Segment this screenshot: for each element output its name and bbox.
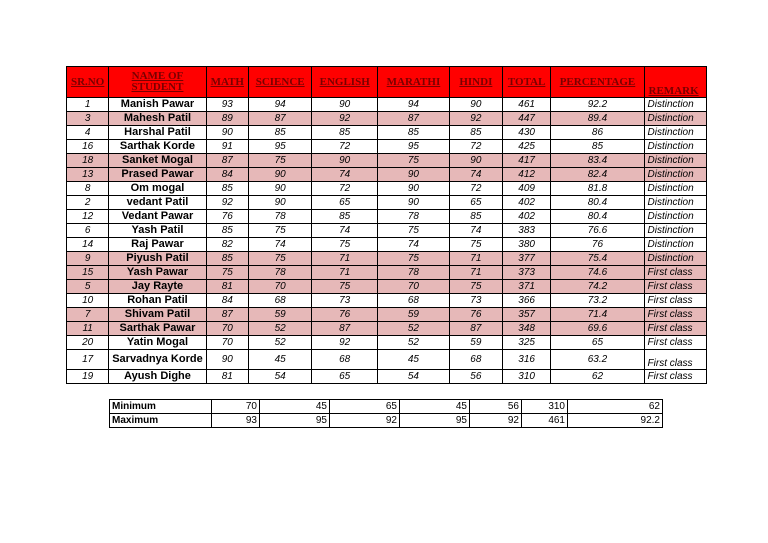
cell-total: 425 [502, 140, 551, 154]
cell-english: 90 [312, 98, 378, 112]
cell-marathi: 94 [377, 98, 449, 112]
cell-marathi: 75 [377, 154, 449, 168]
cell-math: 87 [206, 308, 248, 322]
cell-math: 87 [206, 154, 248, 168]
cell-total: 380 [502, 238, 551, 252]
cell-name: Piyush Patil [109, 252, 206, 266]
cell-percentage: 86 [551, 126, 644, 140]
cell-science: 52 [248, 322, 311, 336]
cell-remark: Distinction [644, 196, 706, 210]
cell-english: 72 [312, 140, 378, 154]
cell-marathi: 78 [377, 266, 449, 280]
cell-science: 52 [248, 336, 311, 350]
cell-english: 65 [312, 370, 378, 384]
cell-english: 74 [312, 168, 378, 182]
cell-science: 78 [248, 210, 311, 224]
cell-remark: Distinction [644, 98, 706, 112]
cell-hindi: 72 [449, 140, 502, 154]
cell-math: 85 [206, 252, 248, 266]
cell-percentage: 76.6 [551, 224, 644, 238]
table-row [67, 252, 707, 266]
cell-sr-no: 16 [67, 140, 109, 154]
cell-math: 81 [206, 370, 248, 384]
cell-science: 45 [248, 350, 311, 370]
cell-percentage: 85 [551, 140, 644, 154]
cell-english: 92 [312, 336, 378, 350]
cell-english: 71 [312, 252, 378, 266]
cell-math: 82 [206, 238, 248, 252]
stats-value: 65 [330, 400, 400, 414]
cell-sr-no: 20 [67, 336, 109, 350]
cell-english: 85 [312, 210, 378, 224]
cell-hindi: 87 [449, 322, 502, 336]
cell-hindi: 74 [449, 168, 502, 182]
cell-name: Yatin Mogal [109, 336, 206, 350]
cell-science: 75 [248, 154, 311, 168]
table-row [67, 98, 707, 112]
cell-remark: First class [644, 308, 706, 322]
cell-total: 316 [502, 350, 551, 370]
stats-value: 310 [522, 400, 568, 414]
cell-marathi: 68 [377, 294, 449, 308]
cell-math: 85 [206, 182, 248, 196]
cell-name: Shivam Patil [109, 308, 206, 322]
stats-value: 56 [470, 400, 522, 414]
cell-english: 74 [312, 224, 378, 238]
header-science: SCIENCE [248, 67, 311, 98]
cell-hindi: 73 [449, 294, 502, 308]
cell-percentage: 76 [551, 238, 644, 252]
table-row [67, 154, 707, 168]
table-row [67, 266, 707, 280]
cell-marathi: 52 [377, 336, 449, 350]
cell-math: 93 [206, 98, 248, 112]
stats-value: 95 [260, 414, 330, 428]
cell-total: 357 [502, 308, 551, 322]
cell-english: 68 [312, 350, 378, 370]
cell-name: Jay Rayte [109, 280, 206, 294]
cell-sr-no: 7 [67, 308, 109, 322]
cell-hindi: 75 [449, 238, 502, 252]
cell-name: Vedant Pawar [109, 210, 206, 224]
cell-math: 84 [206, 168, 248, 182]
cell-science: 90 [248, 182, 311, 196]
cell-science: 87 [248, 112, 311, 126]
table-row [67, 112, 707, 126]
cell-percentage: 89.4 [551, 112, 644, 126]
cell-science: 90 [248, 196, 311, 210]
cell-science: 75 [248, 224, 311, 238]
cell-remark: Distinction [644, 140, 706, 154]
stats-body [110, 400, 663, 428]
cell-name: Mahesh Patil [109, 112, 206, 126]
table-row [67, 168, 707, 182]
cell-science: 95 [248, 140, 311, 154]
cell-name: Ayush Dighe [109, 370, 206, 384]
cell-english: 87 [312, 322, 378, 336]
cell-remark: First class [644, 266, 706, 280]
cell-english: 65 [312, 196, 378, 210]
cell-total: 371 [502, 280, 551, 294]
cell-math: 92 [206, 196, 248, 210]
table-row [67, 350, 707, 370]
cell-science: 68 [248, 294, 311, 308]
cell-percentage: 65 [551, 336, 644, 350]
cell-percentage: 92.2 [551, 98, 644, 112]
cell-marathi: 78 [377, 210, 449, 224]
cell-hindi: 74 [449, 224, 502, 238]
cell-math: 81 [206, 280, 248, 294]
header-sr-no: SR.NO [67, 67, 109, 98]
stats-value: 93 [212, 414, 260, 428]
stats-value: 70 [212, 400, 260, 414]
table-row [67, 140, 707, 154]
table-row [67, 336, 707, 350]
header-marathi: MARATHI [377, 67, 449, 98]
cell-hindi: 90 [449, 154, 502, 168]
cell-name: vedant Patil [109, 196, 206, 210]
stats-value: 62 [568, 400, 663, 414]
cell-english: 75 [312, 238, 378, 252]
table-row [67, 370, 707, 384]
stats-value: 92 [330, 414, 400, 428]
cell-hindi: 72 [449, 182, 502, 196]
header-row [67, 67, 707, 98]
cell-english: 73 [312, 294, 378, 308]
cell-hindi: 92 [449, 112, 502, 126]
cell-remark: Distinction [644, 210, 706, 224]
cell-remark: First class [644, 370, 706, 384]
marks-table [66, 66, 707, 384]
header-math: MATH [206, 67, 248, 98]
cell-sr-no: 18 [67, 154, 109, 168]
cell-remark: Distinction [644, 182, 706, 196]
cell-total: 402 [502, 196, 551, 210]
stats-row [110, 414, 663, 428]
cell-remark: First class [644, 322, 706, 336]
cell-total: 325 [502, 336, 551, 350]
cell-percentage: 81.8 [551, 182, 644, 196]
cell-sr-no: 8 [67, 182, 109, 196]
cell-remark: Distinction [644, 168, 706, 182]
cell-marathi: 90 [377, 196, 449, 210]
cell-remark: Distinction [644, 252, 706, 266]
cell-name: Rohan Patil [109, 294, 206, 308]
cell-english: 76 [312, 308, 378, 322]
cell-math: 89 [206, 112, 248, 126]
cell-marathi: 45 [377, 350, 449, 370]
cell-math: 84 [206, 294, 248, 308]
cell-sr-no: 9 [67, 252, 109, 266]
stats-value: 45 [400, 400, 470, 414]
table-row [67, 322, 707, 336]
table-row [67, 280, 707, 294]
cell-math: 91 [206, 140, 248, 154]
cell-science: 74 [248, 238, 311, 252]
stats-label: Minimum [110, 400, 212, 414]
cell-remark: Distinction [644, 154, 706, 168]
cell-hindi: 75 [449, 280, 502, 294]
cell-marathi: 74 [377, 238, 449, 252]
table-row [67, 308, 707, 322]
cell-english: 90 [312, 154, 378, 168]
stats-row [110, 400, 663, 414]
stats-table [109, 399, 663, 428]
cell-total: 417 [502, 154, 551, 168]
cell-hindi: 68 [449, 350, 502, 370]
cell-remark: First class [644, 350, 706, 370]
cell-sr-no: 13 [67, 168, 109, 182]
cell-remark: First class [644, 280, 706, 294]
cell-math: 85 [206, 224, 248, 238]
cell-name: Sanket Mogal [109, 154, 206, 168]
cell-sr-no: 10 [67, 294, 109, 308]
cell-total: 402 [502, 210, 551, 224]
cell-marathi: 85 [377, 126, 449, 140]
cell-math: 90 [206, 350, 248, 370]
cell-total: 461 [502, 98, 551, 112]
cell-name: Sarvadnya Korde [109, 350, 206, 370]
cell-marathi: 87 [377, 112, 449, 126]
cell-science: 78 [248, 266, 311, 280]
cell-remark: Distinction [644, 112, 706, 126]
cell-percentage: 83.4 [551, 154, 644, 168]
cell-name: Sarthak Korde [109, 140, 206, 154]
cell-percentage: 63.2 [551, 350, 644, 370]
cell-english: 72 [312, 182, 378, 196]
cell-science: 90 [248, 168, 311, 182]
cell-percentage: 80.4 [551, 210, 644, 224]
cell-total: 409 [502, 182, 551, 196]
cell-hindi: 90 [449, 98, 502, 112]
cell-name: Prased Pawar [109, 168, 206, 182]
cell-percentage: 62 [551, 370, 644, 384]
cell-percentage: 82.4 [551, 168, 644, 182]
table-row [67, 196, 707, 210]
stats-value: 95 [400, 414, 470, 428]
cell-name: Yash Patil [109, 224, 206, 238]
cell-science: 75 [248, 252, 311, 266]
cell-total: 377 [502, 252, 551, 266]
cell-sr-no: 14 [67, 238, 109, 252]
cell-marathi: 95 [377, 140, 449, 154]
cell-name: Yash Pawar [109, 266, 206, 280]
cell-name: Manish Pawar [109, 98, 206, 112]
cell-science: 59 [248, 308, 311, 322]
cell-sr-no: 12 [67, 210, 109, 224]
cell-total: 447 [502, 112, 551, 126]
cell-marathi: 54 [377, 370, 449, 384]
cell-hindi: 76 [449, 308, 502, 322]
cell-science: 70 [248, 280, 311, 294]
cell-hindi: 71 [449, 266, 502, 280]
cell-english: 92 [312, 112, 378, 126]
header-name: NAME OF STUDENT [109, 67, 206, 98]
cell-total: 383 [502, 224, 551, 238]
cell-math: 70 [206, 336, 248, 350]
cell-sr-no: 17 [67, 350, 109, 370]
stats-value: 92.2 [568, 414, 663, 428]
cell-sr-no: 6 [67, 224, 109, 238]
cell-percentage: 74.2 [551, 280, 644, 294]
cell-name: Raj Pawar [109, 238, 206, 252]
cell-remark: Distinction [644, 224, 706, 238]
cell-english: 75 [312, 280, 378, 294]
stats-value: 461 [522, 414, 568, 428]
cell-marathi: 59 [377, 308, 449, 322]
cell-english: 85 [312, 126, 378, 140]
cell-remark: First class [644, 336, 706, 350]
cell-percentage: 74.6 [551, 266, 644, 280]
table-row [67, 238, 707, 252]
header-remark: REMARK [644, 67, 706, 98]
cell-math: 75 [206, 266, 248, 280]
cell-remark: Distinction [644, 126, 706, 140]
cell-english: 71 [312, 266, 378, 280]
cell-science: 94 [248, 98, 311, 112]
header-english: ENGLISH [312, 67, 378, 98]
table-row [67, 126, 707, 140]
cell-marathi: 70 [377, 280, 449, 294]
cell-percentage: 75.4 [551, 252, 644, 266]
cell-sr-no: 3 [67, 112, 109, 126]
cell-percentage: 71.4 [551, 308, 644, 322]
cell-name: Harshal Patil [109, 126, 206, 140]
table-row [67, 224, 707, 238]
cell-sr-no: 2 [67, 196, 109, 210]
cell-marathi: 52 [377, 322, 449, 336]
cell-total: 412 [502, 168, 551, 182]
header-hindi: HINDI [449, 67, 502, 98]
table-row [67, 294, 707, 308]
cell-hindi: 85 [449, 210, 502, 224]
stats-label: Maximum [110, 414, 212, 428]
cell-sr-no: 5 [67, 280, 109, 294]
cell-hindi: 65 [449, 196, 502, 210]
cell-hindi: 85 [449, 126, 502, 140]
stats-value: 45 [260, 400, 330, 414]
cell-remark: First class [644, 294, 706, 308]
cell-total: 310 [502, 370, 551, 384]
cell-hindi: 59 [449, 336, 502, 350]
header-total: TOTAL [502, 67, 551, 98]
cell-hindi: 71 [449, 252, 502, 266]
cell-math: 76 [206, 210, 248, 224]
cell-science: 54 [248, 370, 311, 384]
cell-sr-no: 19 [67, 370, 109, 384]
cell-sr-no: 11 [67, 322, 109, 336]
cell-marathi: 90 [377, 182, 449, 196]
cell-marathi: 75 [377, 224, 449, 238]
cell-marathi: 75 [377, 252, 449, 266]
marks-body [67, 98, 707, 384]
cell-science: 85 [248, 126, 311, 140]
cell-percentage: 69.6 [551, 322, 644, 336]
cell-sr-no: 4 [67, 126, 109, 140]
header-percentage: PERCENTAGE [551, 67, 644, 98]
cell-total: 373 [502, 266, 551, 280]
table-row [67, 182, 707, 196]
cell-hindi: 56 [449, 370, 502, 384]
cell-name: Om mogal [109, 182, 206, 196]
cell-marathi: 90 [377, 168, 449, 182]
cell-name: Sarthak Pawar [109, 322, 206, 336]
cell-sr-no: 1 [67, 98, 109, 112]
cell-math: 70 [206, 322, 248, 336]
cell-sr-no: 15 [67, 266, 109, 280]
table-row [67, 210, 707, 224]
cell-math: 90 [206, 126, 248, 140]
cell-total: 366 [502, 294, 551, 308]
cell-total: 430 [502, 126, 551, 140]
cell-percentage: 80.4 [551, 196, 644, 210]
cell-remark: Distinction [644, 238, 706, 252]
cell-total: 348 [502, 322, 551, 336]
stats-value: 92 [470, 414, 522, 428]
cell-percentage: 73.2 [551, 294, 644, 308]
